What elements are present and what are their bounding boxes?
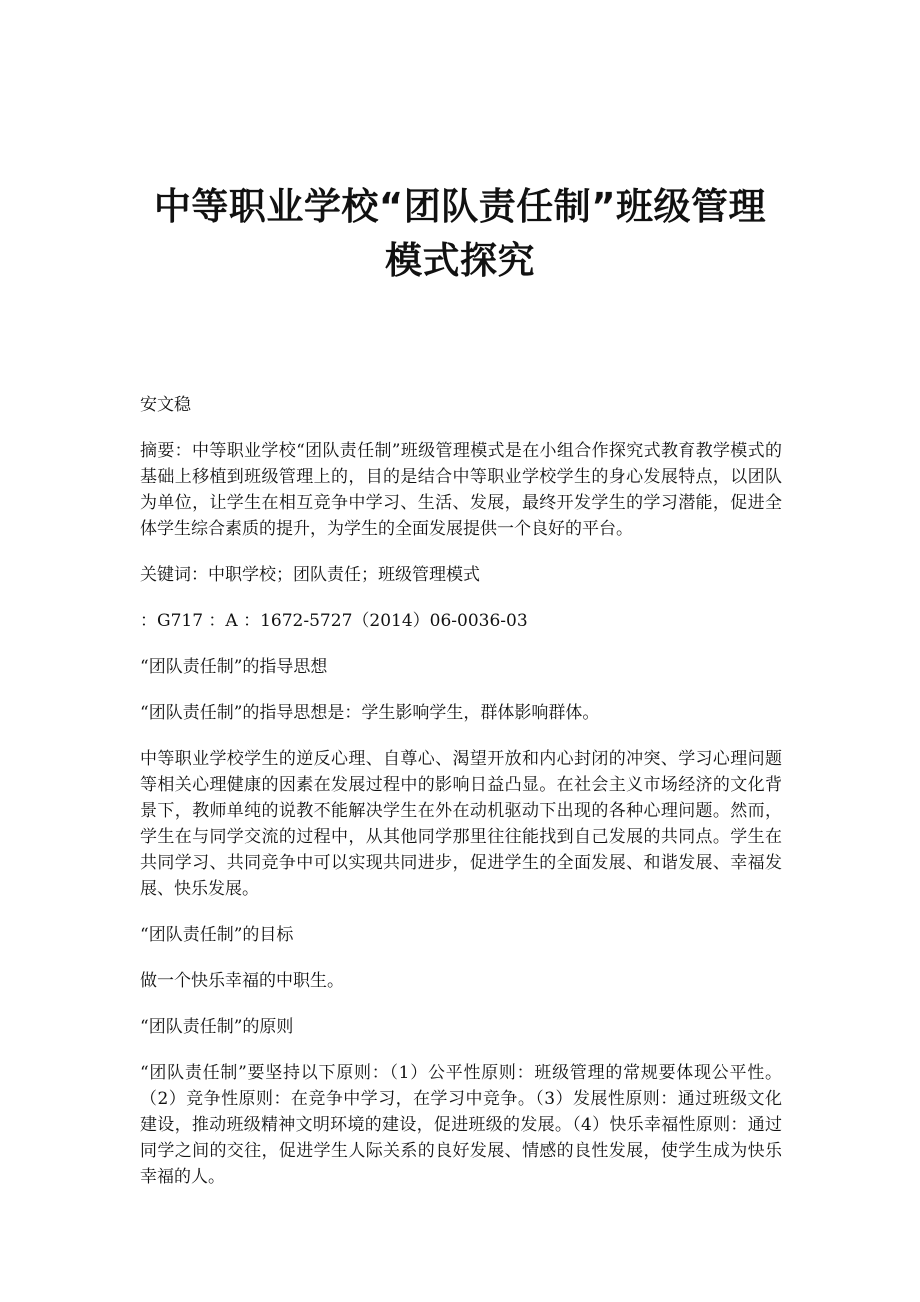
author-name: 安文稳 <box>140 395 191 415</box>
goal-paragraph: 做一个快乐幸福的中职生。 <box>140 971 344 991</box>
section-heading-guiding-idea: “团队责任制”的指导思想 <box>140 657 328 677</box>
principles-paragraph: “团队责任制”要坚持以下原则：（1）公平性原则：班级管理的常规要体现公平性。（2）竞争性原则：在竞争中学习，在学习中竞争。（3）发展性原则：通过班级文化建设，推动班级精神文明环境的建设，促进班级的发展。（4）快乐幸福性原则：通过同学之间的交往，促进学生人际关系的良好发展、情感的良性发展，使学生成为快乐幸福的人。 <box>140 1063 782 1187</box>
paper-title-line-2: 模式探究 <box>385 239 535 282</box>
keywords-paragraph: 关键词：中职学校；团队责任；班级管理模式 <box>140 565 480 585</box>
paper-body <box>140 392 782 1210</box>
psychology-paragraph: 中等职业学校学生的逆反心理、自尊心、渴望开放和内心封闭的冲突、学习心理问题等相关心理健康的因素在发展过程中的影响日益凸显。在社会主义市场经济的文化背景下，教师单纯的说教不能解决学生在外在动机驱动下出现的各种心理问题。然而，学生在与同学交流的过程中，从其他同学那里往往能找到自己发展的共同点。学生在共同学习、共同竞争中可以实现共同进步，促进学生的全面发展、和谐发展、幸福发展、快乐发展。 <box>140 749 782 899</box>
classification-line: ：G717 ：A ：1672-5727（2014）06-0036-03 <box>140 611 528 631</box>
paper-title-line-1: 中等职业学校“团队责任制”班级管理 <box>153 185 767 228</box>
guiding-idea-paragraph: “团队责任制”的指导思想是：学生影响学生，群体影响群体。 <box>140 703 600 723</box>
section-heading-principles: “团队责任制”的原则 <box>140 1017 294 1037</box>
section-heading-goal: “团队责任制”的目标 <box>140 925 294 945</box>
abstract-paragraph: 摘要：中等职业学校“团队责任制”班级管理模式是在小组合作探究式教育教学模式的基础上移植到班级管理上的，目的是结合中等职业学校学生的身心发展特点，以团队为单位，让学生在相互竞争中学习、生活、发展，最终开发学生的学习潜能，促进全体学生综合素质的提升，为学生的全面发展提供一个良好的平台。 <box>140 441 782 539</box>
paper-title <box>120 180 800 288</box>
